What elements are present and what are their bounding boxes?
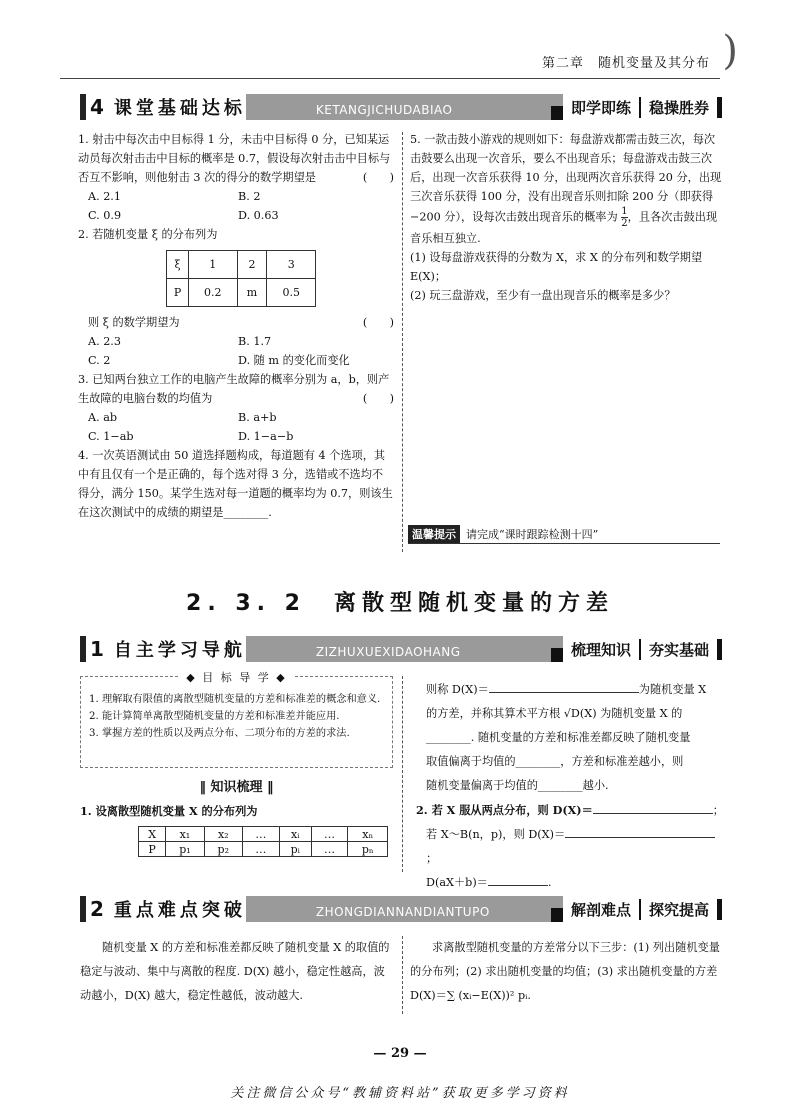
bar-block <box>551 908 563 922</box>
bar-block <box>551 648 563 662</box>
section1-pinyin-text: ZIZHUXUEXIDAOHANG <box>315 645 461 659</box>
q2-after: 则 ξ 的数学期望为 ( ) <box>88 316 394 329</box>
q1-option-a: A. 2.1 <box>88 190 121 203</box>
section2-pinyin <box>246 896 563 922</box>
section2-number: 2 <box>90 897 108 921</box>
variance-formula: ∑ (xᵢ−E(X))² pᵢ. <box>446 989 531 1002</box>
section1-tag2: 夯实基础 <box>641 639 722 660</box>
goal-item-2: 2. 能计算简单离散型随机变量的方差和标准差并能应用. <box>89 711 340 722</box>
section1-title-text: 自主学习导航 <box>113 640 246 661</box>
q2-option-b: B. 1.7 <box>238 335 272 348</box>
tip-text: 请完成“课时跟踪检测十四” <box>466 527 599 541</box>
goal-title: ◆ 目 标 导 学 ◆ <box>81 669 392 686</box>
section4-left-column <box>78 130 394 522</box>
goal-box <box>80 671 393 768</box>
section4-number: 4 <box>90 95 108 119</box>
section4-title <box>80 94 246 120</box>
section1-tags <box>563 636 722 662</box>
section1-right-column <box>416 678 726 895</box>
q1-option-c: C. 0.9 <box>88 209 122 222</box>
page-header <box>0 0 800 78</box>
q5-text: 5. 一款击鼓小游戏的规则如下：每盘游戏都需击鼓三次，每次击鼓要么出现一次音乐，要么不出现音乐；每盘游戏击鼓三次后，出现一次音乐获得 10 分，出现两次音乐获得 20 分，出现三次音乐获得 100 分，没有出现音乐则扣除 200 分（即获得 −200 分），设每次击鼓出现音乐的概率为 $\frac{1}{2}$ ，且各次击鼓出现音乐相互独立. <box>410 133 722 245</box>
section2-tags <box>563 896 722 922</box>
page-number: — 29 — <box>373 1046 427 1061</box>
section4-bar <box>80 94 722 120</box>
q2-text: 2. 若随机变量 ξ 的分布列为 <box>78 228 218 241</box>
section4-tag1: 即学即练 <box>563 97 641 118</box>
section1-title <box>80 636 246 662</box>
q3-option-b: B. a+b <box>238 411 277 424</box>
section2-right-text: 求离散型随机变量的方差常分以下三步：(1) 列出随机变量的分布列；(2) 求出随机变量的均值；(3) 求出随机变量的方差 D(X)＝∑ (xᵢ−E(X))² pᵢ. <box>410 941 720 1002</box>
k2-line1: 2. 若 X 服从两点分布，则 D(X)＝ ； <box>416 803 724 817</box>
section2-pinyin-text: ZHONGDIANNANDIANTUPO <box>315 905 490 919</box>
section2-tag2: 探究提高 <box>641 899 722 920</box>
q2-option-d: D. 随 m 的变化而变化 <box>238 354 350 367</box>
header-rule <box>60 78 720 79</box>
q3-text: 3. 已知两台独立工作的电脑产生故障的概率分别为 a，b，则产生故障的电脑台数的均值为 ( ) <box>78 373 394 405</box>
footer-note: 关注微信公众号“教辅资料站”获取更多学习资料 <box>230 1086 570 1101</box>
q3-option-a: A. ab <box>88 411 118 424</box>
q2-table: ξ 1 2 3 P 0.2 m 0.5 <box>166 250 316 307</box>
r-line2: 的方差，并称其算术平方根 √D(X) 为随机变量 X 的 <box>426 707 683 720</box>
goal-item-3: 3. 掌握方差的性质以及两点分布、二项分布的方差的求法. <box>89 728 350 739</box>
q4-text: 4. 一次英语测试由 50 道选择题构成，每道题有 4 个选项，其中有且仅有一个是正确的，每个选对得 3 分，选错或不选均不得分，满分 150。某学生选对每一道题的概率均为 0.7，则该生在这次测试中的成绩的期望是________. <box>78 449 393 519</box>
r-line1: 则称 D(X)＝ 为随机变量 X <box>426 683 707 696</box>
q3-option-d: D. 1−a−b <box>238 430 294 443</box>
section1-bar <box>80 636 722 662</box>
section2-bar <box>80 896 722 922</box>
section4-title-text: 课堂基础达标 <box>113 98 246 119</box>
section1-pinyin <box>246 636 563 662</box>
section1-number: 1 <box>90 637 108 661</box>
q1-text: 1. 射击中每次击中目标得 1 分，未击中目标得 0 分，已知某运动员每次射击击中目标的概率是 0.7，假设每次射击击中目标与否互不影响，则他射击 3 次的得分的数学期望是 ( ) <box>78 133 394 184</box>
x-dist-table: X x₁ x₂ … xᵢ … xₙ P p₁ p₂ … pᵢ … pₙ <box>138 826 388 857</box>
column-divider-3 <box>402 936 403 1014</box>
q5-sub2: (2) 玩三盘游戏，至少有一盘出现音乐的概率是多少？ <box>410 289 676 302</box>
column-divider-2 <box>402 676 403 872</box>
q3-options <box>78 408 394 446</box>
q1-option-d: D. 0.63 <box>238 209 279 222</box>
tip-label: 温馨提示 <box>408 525 460 543</box>
section4-tags <box>563 94 722 120</box>
q1-option-b: B. 2 <box>238 190 261 203</box>
goal-item-1: 1. 理解取有限值的离散型随机变量的方差和标准差的概念和意义. <box>89 694 381 705</box>
column-divider <box>402 132 403 552</box>
r-line5: 随机变量偏离于均值的________越小. <box>426 779 609 792</box>
section4-pinyin-text: KETANGJICHUDABIAO <box>315 103 453 117</box>
section4-pinyin <box>246 94 563 120</box>
q3-option-c: C. 1−ab <box>88 430 134 443</box>
section4-tag2: 稳操胜券 <box>641 97 722 118</box>
section2-title <box>80 896 246 922</box>
k1-text: 1. 设离散型随机变量 X 的分布列为 <box>80 804 258 818</box>
r-line4: 取值偏离于均值的________，方差和标准差越小，则 <box>426 755 684 768</box>
header-decoration: ) <box>722 28 738 74</box>
lesson-title: 2. 3. 2 离散型随机变量的方差 <box>186 591 614 616</box>
q1-options <box>78 187 394 225</box>
q5-sub1: (1) 设每盘游戏获得的分数为 X，求 X 的分布列和数学期望 E(X)； <box>410 251 703 283</box>
q2-option-a: A. 2.3 <box>88 335 121 348</box>
section1-tag1: 梳理知识 <box>563 639 641 660</box>
section2-title-text: 重点难点突破 <box>113 900 246 921</box>
q5-fraction: $\frac{1}{2}$ <box>621 206 628 229</box>
k2-line2: 若 X～B(n，p)，则 D(X)＝； <box>426 823 726 871</box>
knowledge-title: ‖ 知识梳理 ‖ <box>199 780 274 795</box>
tip-bar <box>408 524 720 544</box>
section2-left-text: 随机变量 X 的方差和标准差都反映了随机变量 X 的取值的稳定与波动、集中与离散的程度. D(X) 越小，稳定性越高，波动越小，D(X) 越大，稳定性越低，波动越大. <box>80 941 390 1002</box>
bar-block <box>551 106 563 120</box>
chapter-title: 第二章 随机变量及其分布 <box>541 56 710 71</box>
q2-option-c: C. 2 <box>88 354 111 367</box>
r-line3: ________. 随机变量的方差和标准差都反映了随机变量 <box>426 731 691 744</box>
section4-right-column <box>410 130 722 305</box>
section2-tag1: 解剖难点 <box>563 899 641 920</box>
q2-options <box>78 332 394 370</box>
k2-line3: D(aX＋b)＝ . <box>426 876 552 889</box>
